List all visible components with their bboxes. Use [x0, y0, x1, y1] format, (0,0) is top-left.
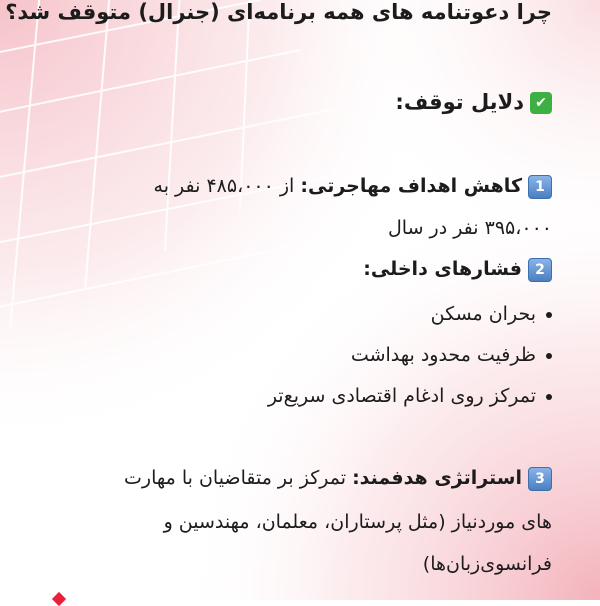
keycap-number-icon: 1	[528, 175, 552, 199]
reasons-heading	[395, 88, 552, 116]
section-3-title: استراتژی هدفمند:	[352, 467, 522, 489]
list-item-text: بحران مسکن	[430, 303, 536, 325]
section-2-heading	[363, 255, 552, 283]
list-item	[351, 341, 552, 369]
section-3-line-1	[124, 464, 552, 492]
section-3-line-3: فرانسوی‌زبان‌ها)	[422, 553, 552, 575]
reasons-title: دلایل توقف:	[395, 90, 524, 114]
section-1-text-1: از ۴۸۵،۰۰۰ نفر به	[153, 175, 295, 197]
keycap-number-icon: 3	[528, 467, 552, 491]
section-3-line-2: های موردنیاز (مثل پرستاران، معلمان، مهندسین و	[163, 511, 552, 533]
list-item	[268, 382, 552, 410]
keycap-number-icon: 2	[528, 258, 552, 282]
section-1-line-2: ۳۹۵،۰۰۰ نفر در سال	[387, 217, 552, 239]
page-title: چرا دعوتنامه های همه برنامه‌ای (جنرال) متوقف شد؟	[5, 0, 552, 24]
bullet-dot-icon	[546, 353, 552, 359]
list-item-text: تمرکز روی ادغام اقتصادی سریع‌تر	[267, 385, 536, 407]
section-3-text-1: تمرکز بر متقاضیان با مهارت	[124, 467, 347, 489]
check-mark-icon: ✔	[530, 92, 552, 114]
list-item-text: ظرفیت محدود بهداشت	[350, 344, 536, 366]
section-1-line-1	[154, 172, 552, 200]
bullet-dot-icon	[546, 394, 552, 400]
list-item	[431, 300, 552, 328]
section-2-title: فشارهای داخلی:	[363, 258, 522, 280]
section-1-title: کاهش اهداف مهاجرتی:	[300, 175, 522, 197]
bullet-dot-icon	[546, 312, 552, 318]
